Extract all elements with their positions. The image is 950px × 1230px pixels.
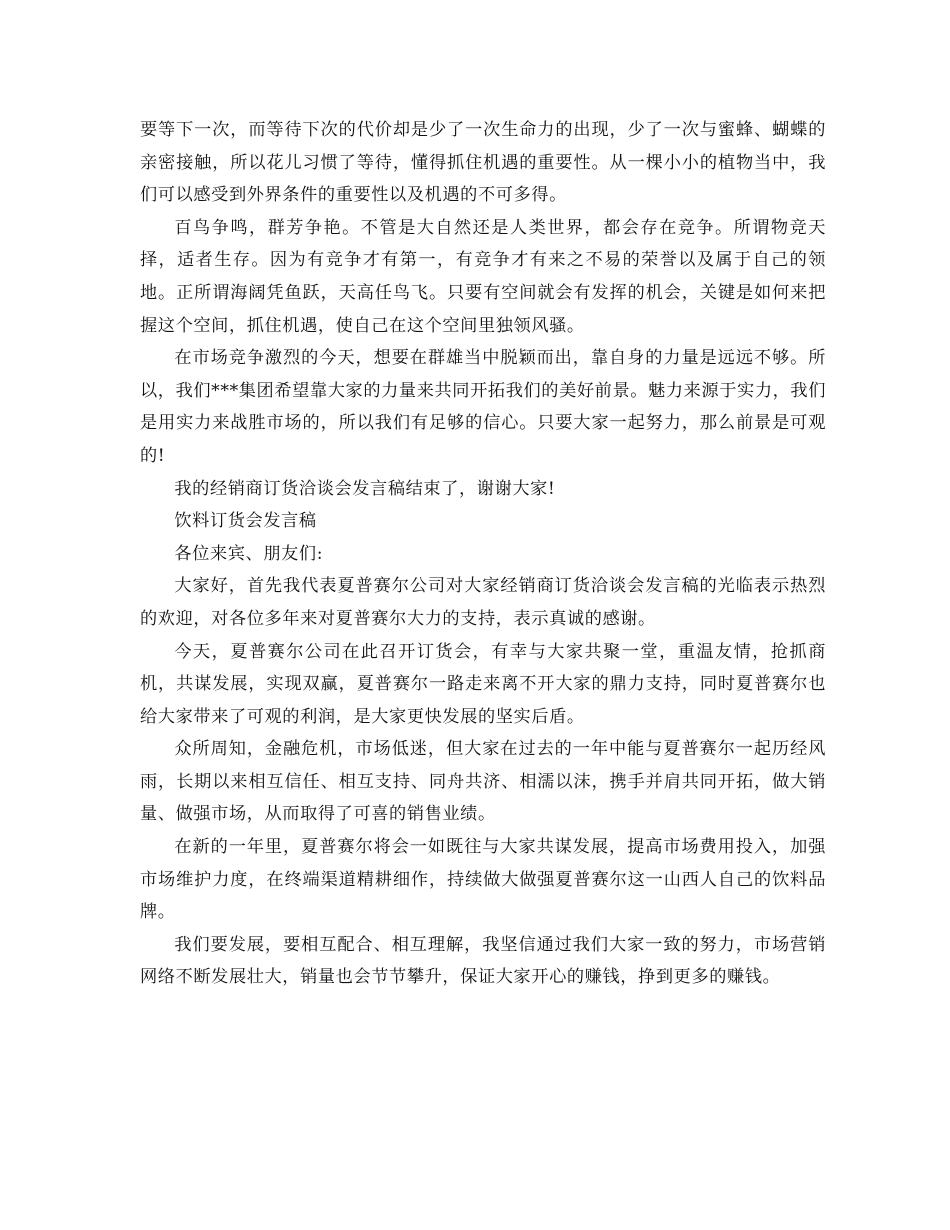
paragraph-1: 要等下一次，而等待下次的代价却是少了一次生命力的出现，少了一次与蜜蜂、蝴蝶的亲密接触，所以花儿习惯了等待，懂得抓住机遇的重要性。从一棵小小的植物当中，我们可以感受到外界条件的重要性以及机遇的不可多得。	[140, 120, 826, 206]
paragraph-2: 百鸟争鸣，群芳争艳。不管是大自然还是人类世界，都会存在竞争。所谓物竞天择，适者生存。因为有竞争才有第一，有竞争才有来之不易的荣誉以及属于自己的领地。正所谓海阔凭鱼跃，天高任鸟飞。只要有空间就会有发挥的机会，关键是如何来把握这个空间，抓住机遇，使自己在这个空间里独领风骚。	[140, 217, 826, 336]
paragraph-4: 我的经销商订货洽谈会发言稿结束了，谢谢大家!	[174, 478, 556, 499]
paragraph-3: 在市场竞争激烈的今天，想要在群雄当中脱颖而出，靠自身的力量是远远不够。所以，我们***集团希望靠大家的力量来共同开拓我们的美好前景。魅力来源于实力，我们是用实力来战胜市场的，所以我们有足够的信心。只要大家一起努力，那么前景是可观的!	[140, 348, 826, 466]
paragraph-11: 我们要发展，要相互配合、相互理解，我坚信通过我们大家一致的努力，市场营销网络不断发展壮大，销量也会节节攀升，保证大家开心的赚钱，挣到更多的赚钱。	[140, 934, 826, 988]
paragraph-7: 大家好，首先我代表夏普赛尔公司对大家经销商订货洽谈会发言稿的光临表示热烈的欢迎，对各位多年来对夏普赛尔大力的支持，表示真诚的感谢。	[140, 576, 826, 629]
paragraph-9: 众所周知，金融危机，市场低迷，但大家在过去的一年中能与夏普赛尔一起历经风雨，长期以来相互信任、相互支持、同舟共济、相濡以沫，携手并肩共同开拓，做大销量、做强市场，从而取得了可喜的销售业绩。	[140, 739, 826, 825]
salutation: 各位来宾、朋友们:	[174, 543, 324, 564]
paragraph-8: 今天，夏普赛尔公司在此召开订货会，有幸与大家共聚一堂，重温友情，抢抓商机，共谋发展，实现双赢，夏普赛尔一路走来离不开大家的鼎力支持，同时夏普赛尔也给大家带来了可观的利润，是大家更快发展的坚实后盾。	[140, 641, 826, 727]
paragraph-10: 在新的一年里，夏普赛尔将会一如既往与大家共谋发展，提高市场费用投入，加强市场维护力度，在终端渠道精耕细作，持续做大做强夏普赛尔这一山西人自己的饮料品牌。	[140, 837, 826, 923]
section-heading: 饮料订货会发言稿	[174, 511, 317, 532]
document-body	[140, 114, 826, 994]
